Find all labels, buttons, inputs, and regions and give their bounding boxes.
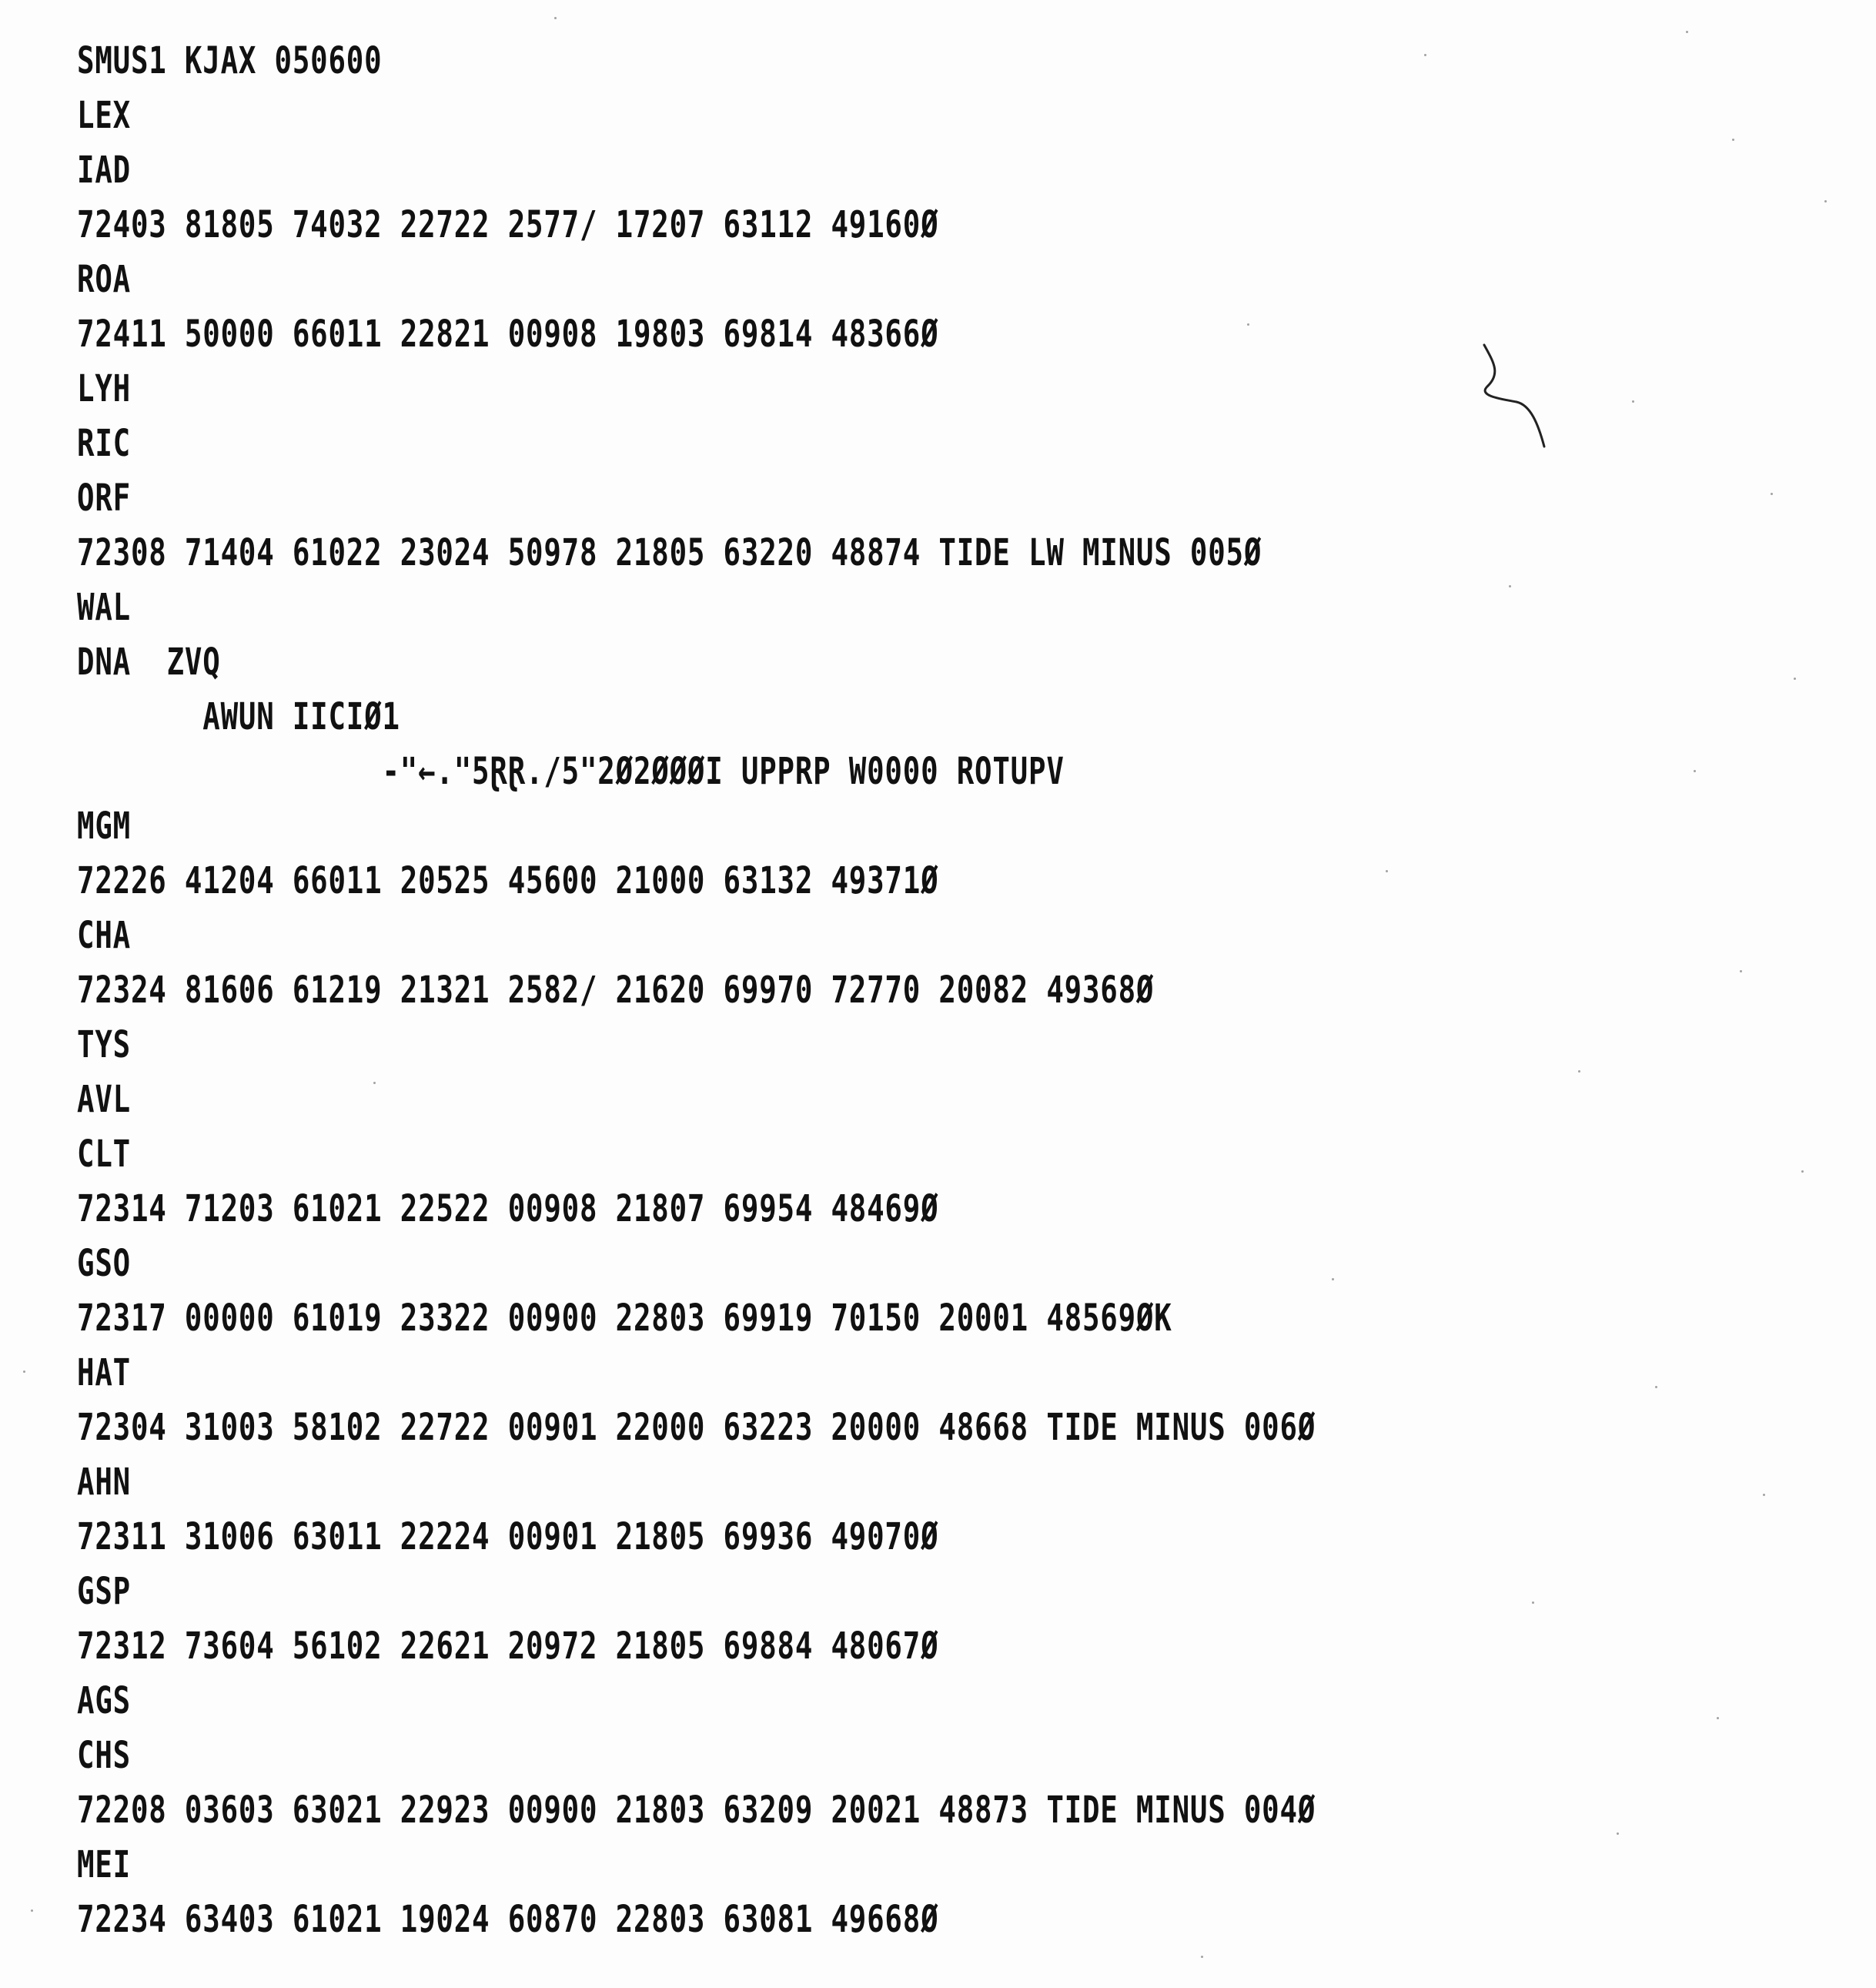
message-line: 72411 50000 66011 22821 00908 19803 69814 48366Ø: [77, 313, 939, 356]
paper-speck: [1732, 139, 1734, 141]
message-line: 72308 71404 61022 23024 50978 21805 63220 48874 TIDE LW MINUS 005Ø: [77, 531, 1262, 574]
paper-speck: [1763, 1494, 1765, 1496]
message-line: 72312 73604 56102 22621 20972 21805 69884 48067Ø: [77, 1625, 939, 1668]
paper-speck: [1694, 770, 1696, 772]
message-line: CHA: [77, 914, 131, 957]
message-line: DNA ZVQ: [77, 641, 221, 684]
message-line: 72208 03603 63021 22923 00900 21803 63209 20021 48873 TIDE MINUS 004Ø: [77, 1789, 1316, 1832]
message-line: AGS: [77, 1679, 131, 1722]
message-line: -"←."5ⱤⱤ./5"2Ø2ØØØI UPPRP W0000 ROTUPV: [77, 750, 1065, 793]
message-line: WAL: [77, 586, 131, 629]
message-line: MGM: [77, 805, 131, 848]
message-line: GSP: [77, 1570, 131, 1613]
message-line: HAT: [77, 1351, 131, 1394]
paper-speck: [1686, 31, 1688, 33]
message-line: 72304 31003 58102 22722 00901 22000 63223 20000 48668 TIDE MINUS 006Ø: [77, 1406, 1316, 1449]
message-line: 72314 71203 61021 22522 00908 21807 69954 48469Ø: [77, 1187, 939, 1230]
message-line: 72226 41204 66011 20525 45600 21000 63132 49371Ø: [77, 859, 939, 902]
message-line: CHS: [77, 1734, 131, 1777]
paper-speck: [1801, 1170, 1804, 1173]
paper-speck: [31, 1909, 33, 1912]
message-line: 72311 31006 63011 22224 00901 21805 69936 49070Ø: [77, 1515, 939, 1558]
message-line: GSO: [77, 1242, 131, 1285]
message-line: 72403 81805 74032 22722 2577/ 17207 63112 49160Ø: [77, 203, 939, 246]
message-line: AHN: [77, 1461, 131, 1504]
paper-speck: [1740, 970, 1742, 972]
message-line: TYS: [77, 1023, 131, 1066]
paper-speck: [1201, 1956, 1203, 1958]
message-line: ROA: [77, 258, 131, 301]
message-line: 72324 81606 61219 21321 2582/ 21620 69970 72770 20082 49368Ø: [77, 969, 1155, 1012]
paper-speck: [23, 1371, 25, 1373]
message-line: SMUS1 KJAX 050600: [77, 39, 383, 82]
message-line: IAD: [77, 149, 131, 192]
paper-speck: [1717, 1717, 1719, 1719]
message-line: MEI: [77, 1843, 131, 1886]
message-line: ORF: [77, 477, 131, 520]
teletype-message-lines: [77, 34, 1665, 1947]
message-line: AWUN IICIØ1: [77, 695, 400, 738]
message-line: CLT: [77, 1133, 131, 1176]
paper-speck: [1771, 493, 1773, 495]
message-line: 72317 00000 61019 23322 00900 22803 69919 70150 20001 48569ØK: [77, 1297, 1172, 1340]
paper-speck: [554, 17, 557, 19]
message-line: RIC: [77, 422, 131, 465]
paper-speck: [1794, 678, 1796, 680]
message-line: LEX: [77, 94, 131, 137]
message-line: LYH: [77, 367, 131, 410]
message-line: 72234 63403 61021 19024 60870 22803 63081 49668Ø: [77, 1898, 939, 1941]
paper-speck: [1824, 200, 1827, 202]
message-line: AVL: [77, 1078, 131, 1121]
